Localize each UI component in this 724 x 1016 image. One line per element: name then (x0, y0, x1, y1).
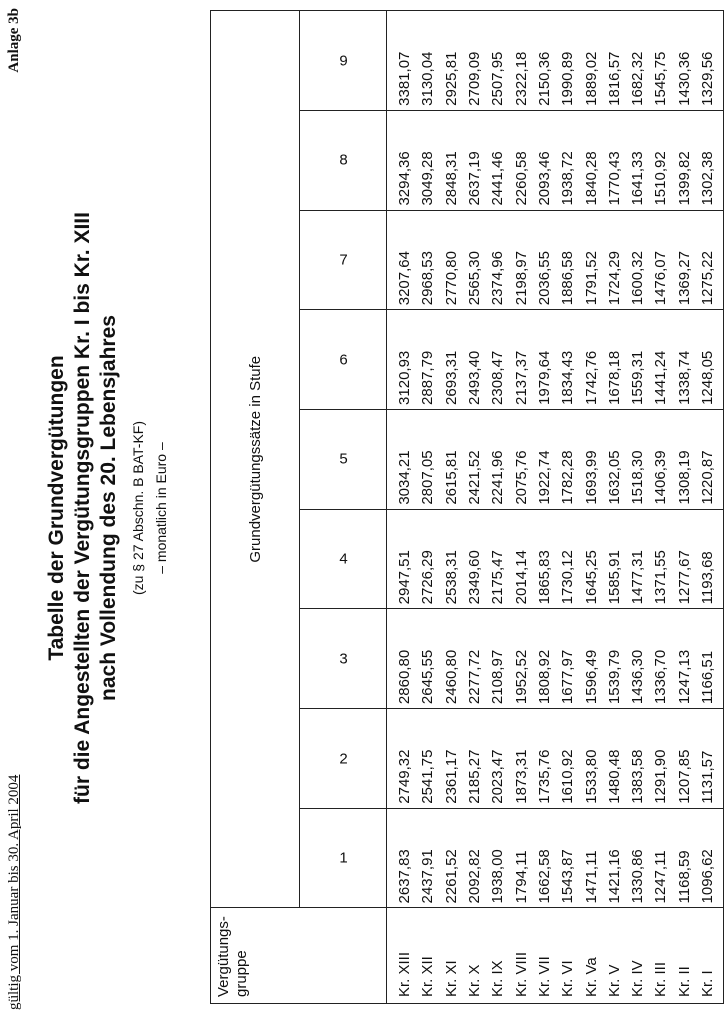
table-row (533, 11, 556, 1004)
stufe-header-4 (300, 509, 387, 609)
table-row (440, 11, 463, 1004)
title-block (44, 0, 172, 1016)
group-cell: Kr. XIII (387, 908, 417, 1004)
value-cell: 2507,95 (486, 11, 509, 111)
value-cell: 1840,28 (579, 110, 602, 210)
value-cell: 1645,25 (579, 509, 602, 609)
stufe-header-9 (300, 11, 387, 111)
group-cell: Kr. XII (416, 908, 439, 1004)
value-cell: 1782,28 (556, 409, 579, 509)
value-cell: 1441,24 (649, 310, 672, 410)
value-cell: 2277,72 (463, 609, 486, 709)
value-cell: 1808,92 (533, 609, 556, 709)
value-cell: 1430,36 (673, 11, 696, 111)
value-cell: 2175,47 (486, 509, 509, 609)
value-cell: 1247,13 (673, 609, 696, 709)
value-cell: 1662,58 (533, 808, 556, 908)
table-row (486, 11, 509, 1004)
value-cell: 2615,81 (440, 409, 463, 509)
table-row (387, 11, 417, 1004)
value-cell: 1834,43 (556, 310, 579, 410)
value-cell: 1421,16 (603, 808, 626, 908)
stufe-header-label: 8 (338, 151, 348, 169)
annex-label: Anlage 3b (6, 8, 22, 73)
title-line-1: Tabelle der Grundvergütungen (45, 355, 68, 661)
value-cell: 2322,18 (509, 11, 532, 111)
value-cell: 1693,99 (579, 409, 602, 509)
value-cell: 1338,74 (673, 310, 696, 410)
value-cell: 2261,52 (440, 808, 463, 908)
value-cell: 1510,92 (649, 110, 672, 210)
value-cell: 2093,46 (533, 110, 556, 210)
value-cell: 2637,19 (463, 110, 486, 210)
group-cell: Kr. XI (440, 908, 463, 1004)
value-cell: 1476,07 (649, 210, 672, 310)
value-cell: 2947,51 (387, 509, 417, 609)
salary-table (210, 10, 724, 1004)
stufe-header-5 (300, 409, 387, 509)
stufe-header-label: 2 (338, 749, 348, 767)
value-cell: 2036,55 (533, 210, 556, 310)
value-cell: 1543,87 (556, 808, 579, 908)
value-cell: 1096,62 (696, 808, 724, 908)
value-cell: 1938,72 (556, 110, 579, 210)
table-row (649, 11, 672, 1004)
value-cell: 1873,31 (509, 709, 532, 809)
stufe-span-header: Grundvergütungssätze in Stufe (211, 11, 300, 908)
value-cell: 1938,00 (486, 808, 509, 908)
value-cell: 3034,21 (387, 409, 417, 509)
value-cell: 2460,80 (440, 609, 463, 709)
group-cell: Kr. VI (556, 908, 579, 1004)
table-row (416, 11, 439, 1004)
value-cell: 1371,55 (649, 509, 672, 609)
value-cell: 1641,33 (626, 110, 649, 210)
value-cell: 2241,96 (486, 409, 509, 509)
table-row (509, 11, 532, 1004)
value-cell: 1539,79 (603, 609, 626, 709)
stufe-header-label: 7 (338, 251, 348, 269)
value-cell: 2848,31 (440, 110, 463, 210)
value-cell: 2645,55 (416, 609, 439, 709)
value-cell: 1480,48 (603, 709, 626, 809)
value-cell: 1979,64 (533, 310, 556, 410)
table-row (626, 11, 649, 1004)
value-cell: 2807,05 (416, 409, 439, 509)
value-cell: 2770,80 (440, 210, 463, 310)
value-cell: 2108,97 (486, 609, 509, 709)
title-line-3: nach Vollendung des 20. Lebensjahres (97, 315, 120, 701)
value-cell: 2260,58 (509, 110, 532, 210)
value-cell: 2137,37 (509, 310, 532, 410)
stufe-header-label: 9 (338, 51, 348, 69)
stufe-header-8 (300, 110, 387, 210)
value-cell: 1329,56 (696, 11, 724, 111)
value-cell: 2887,79 (416, 310, 439, 410)
value-cell: 1168,59 (673, 808, 696, 908)
group-cell: Kr. I (696, 908, 724, 1004)
group-cell: Kr. Va (579, 908, 602, 1004)
value-cell: 2361,17 (440, 709, 463, 809)
stufe-header-label: 6 (338, 351, 348, 369)
value-cell: 2437,91 (416, 808, 439, 908)
value-cell: 1308,19 (673, 409, 696, 509)
value-cell: 1682,32 (626, 11, 649, 111)
value-cell: 1533,80 (579, 709, 602, 809)
value-cell: 2185,27 (463, 709, 486, 809)
table-row (696, 11, 724, 1004)
value-cell: 1545,75 (649, 11, 672, 111)
table-row (673, 11, 696, 1004)
value-cell: 2308,47 (486, 310, 509, 410)
stufe-header-label: 4 (338, 550, 348, 568)
table-row (603, 11, 626, 1004)
value-cell: 2693,31 (440, 310, 463, 410)
value-cell: 2023,47 (486, 709, 509, 809)
value-cell: 1383,58 (626, 709, 649, 809)
value-cell: 1990,89 (556, 11, 579, 111)
value-cell: 1330,86 (626, 808, 649, 908)
value-cell: 1559,31 (626, 310, 649, 410)
value-cell: 2014,14 (509, 509, 532, 609)
value-cell: 1677,97 (556, 609, 579, 709)
value-cell: 2749,32 (387, 709, 417, 809)
value-cell: 1886,58 (556, 210, 579, 310)
value-cell: 1193,68 (696, 509, 724, 609)
value-cell: 3130,04 (416, 11, 439, 111)
value-cell: 2968,53 (416, 210, 439, 310)
table-body (387, 11, 724, 1004)
value-cell: 1248,05 (696, 310, 724, 410)
group-cell: Kr. II (673, 908, 696, 1004)
value-cell: 3381,07 (387, 11, 417, 111)
value-cell: 1952,52 (509, 609, 532, 709)
value-cell: 1477,31 (626, 509, 649, 609)
value-cell: 2860,80 (387, 609, 417, 709)
stufe-header-7 (300, 210, 387, 310)
group-cell: Kr. VII (533, 908, 556, 1004)
value-cell: 2541,75 (416, 709, 439, 809)
stufe-header-label: 3 (338, 650, 348, 668)
value-cell: 1275,22 (696, 210, 724, 310)
value-cell: 1369,27 (673, 210, 696, 310)
stufe-header-row (300, 11, 387, 1004)
value-cell: 1889,02 (579, 11, 602, 111)
unit-note: – monatlich in Euro – (153, 442, 169, 574)
stufe-header-6 (300, 310, 387, 410)
value-cell: 1791,52 (579, 210, 602, 310)
value-cell: 1336,70 (649, 609, 672, 709)
value-cell: 3294,36 (387, 110, 417, 210)
value-cell: 1277,67 (673, 509, 696, 609)
value-cell: 2726,29 (416, 509, 439, 609)
stufe-header-2 (300, 709, 387, 809)
value-cell: 1678,18 (603, 310, 626, 410)
stufe-header-1 (300, 808, 387, 908)
value-cell: 3049,28 (416, 110, 439, 210)
value-cell: 2349,60 (463, 509, 486, 609)
value-cell: 1922,74 (533, 409, 556, 509)
value-cell: 2075,76 (509, 409, 532, 509)
stufe-header-label: 5 (338, 450, 348, 468)
value-cell: 1436,30 (626, 609, 649, 709)
value-cell: 2421,52 (463, 409, 486, 509)
value-cell: 1865,83 (533, 509, 556, 609)
value-cell: 1518,30 (626, 409, 649, 509)
table-row (579, 11, 602, 1004)
group-cell: Kr. VIII (509, 908, 532, 1004)
table-row (556, 11, 579, 1004)
value-cell: 1585,91 (603, 509, 626, 609)
value-cell: 1247,11 (649, 808, 672, 908)
value-cell: 2538,31 (440, 509, 463, 609)
value-cell: 2150,36 (533, 11, 556, 111)
value-cell: 1735,76 (533, 709, 556, 809)
group-cell: Kr. V (603, 908, 626, 1004)
value-cell: 1816,57 (603, 11, 626, 111)
value-cell: 2493,40 (463, 310, 486, 410)
title-line-2: für die Angestellten der Vergütungsgruppen Kr. I bis Kr. XIII (71, 212, 94, 804)
table-row (463, 11, 486, 1004)
group-cell: Kr. IV (626, 908, 649, 1004)
group-cell: Kr. IX (486, 908, 509, 1004)
value-cell: 1220,87 (696, 409, 724, 509)
value-cell: 1302,38 (696, 110, 724, 210)
value-cell: 1131,57 (696, 709, 724, 809)
group-cell: Kr. X (463, 908, 486, 1004)
group-cell: Kr. III (649, 908, 672, 1004)
value-cell: 1406,39 (649, 409, 672, 509)
value-cell: 2441,46 (486, 110, 509, 210)
value-cell: 2925,81 (440, 11, 463, 111)
header-row-top (211, 11, 300, 1004)
value-cell: 2092,82 (463, 808, 486, 908)
value-cell: 3120,93 (387, 310, 417, 410)
value-cell: 1730,12 (556, 509, 579, 609)
value-cell: 1610,92 (556, 709, 579, 809)
value-cell: 2374,96 (486, 210, 509, 310)
value-cell: 1632,05 (603, 409, 626, 509)
value-cell: 1399,82 (673, 110, 696, 210)
value-cell: 1291,90 (649, 709, 672, 809)
value-cell: 2709,09 (463, 11, 486, 111)
value-cell: 1724,29 (603, 210, 626, 310)
legal-reference: (zu § 27 Abschn. B BAT-KF) (130, 420, 146, 596)
value-cell: 1166,51 (696, 609, 724, 709)
value-cell: 1794,11 (509, 808, 532, 908)
stufe-header-label: 1 (338, 849, 348, 867)
group-column-header: Vergütungs- gruppe (211, 908, 387, 1004)
validity-period: gültig vom 1. Januar bis 30. April 2004 (6, 774, 22, 1010)
value-cell: 1770,43 (603, 110, 626, 210)
value-cell: 2565,30 (463, 210, 486, 310)
value-cell: 2198,97 (509, 210, 532, 310)
value-cell: 1207,85 (673, 709, 696, 809)
value-cell: 3207,64 (387, 210, 417, 310)
value-cell: 1742,76 (579, 310, 602, 410)
value-cell: 1471,11 (579, 808, 602, 908)
value-cell: 1600,32 (626, 210, 649, 310)
value-cell: 2637,83 (387, 808, 417, 908)
value-cell: 1596,49 (579, 609, 602, 709)
stufe-header-3 (300, 609, 387, 709)
